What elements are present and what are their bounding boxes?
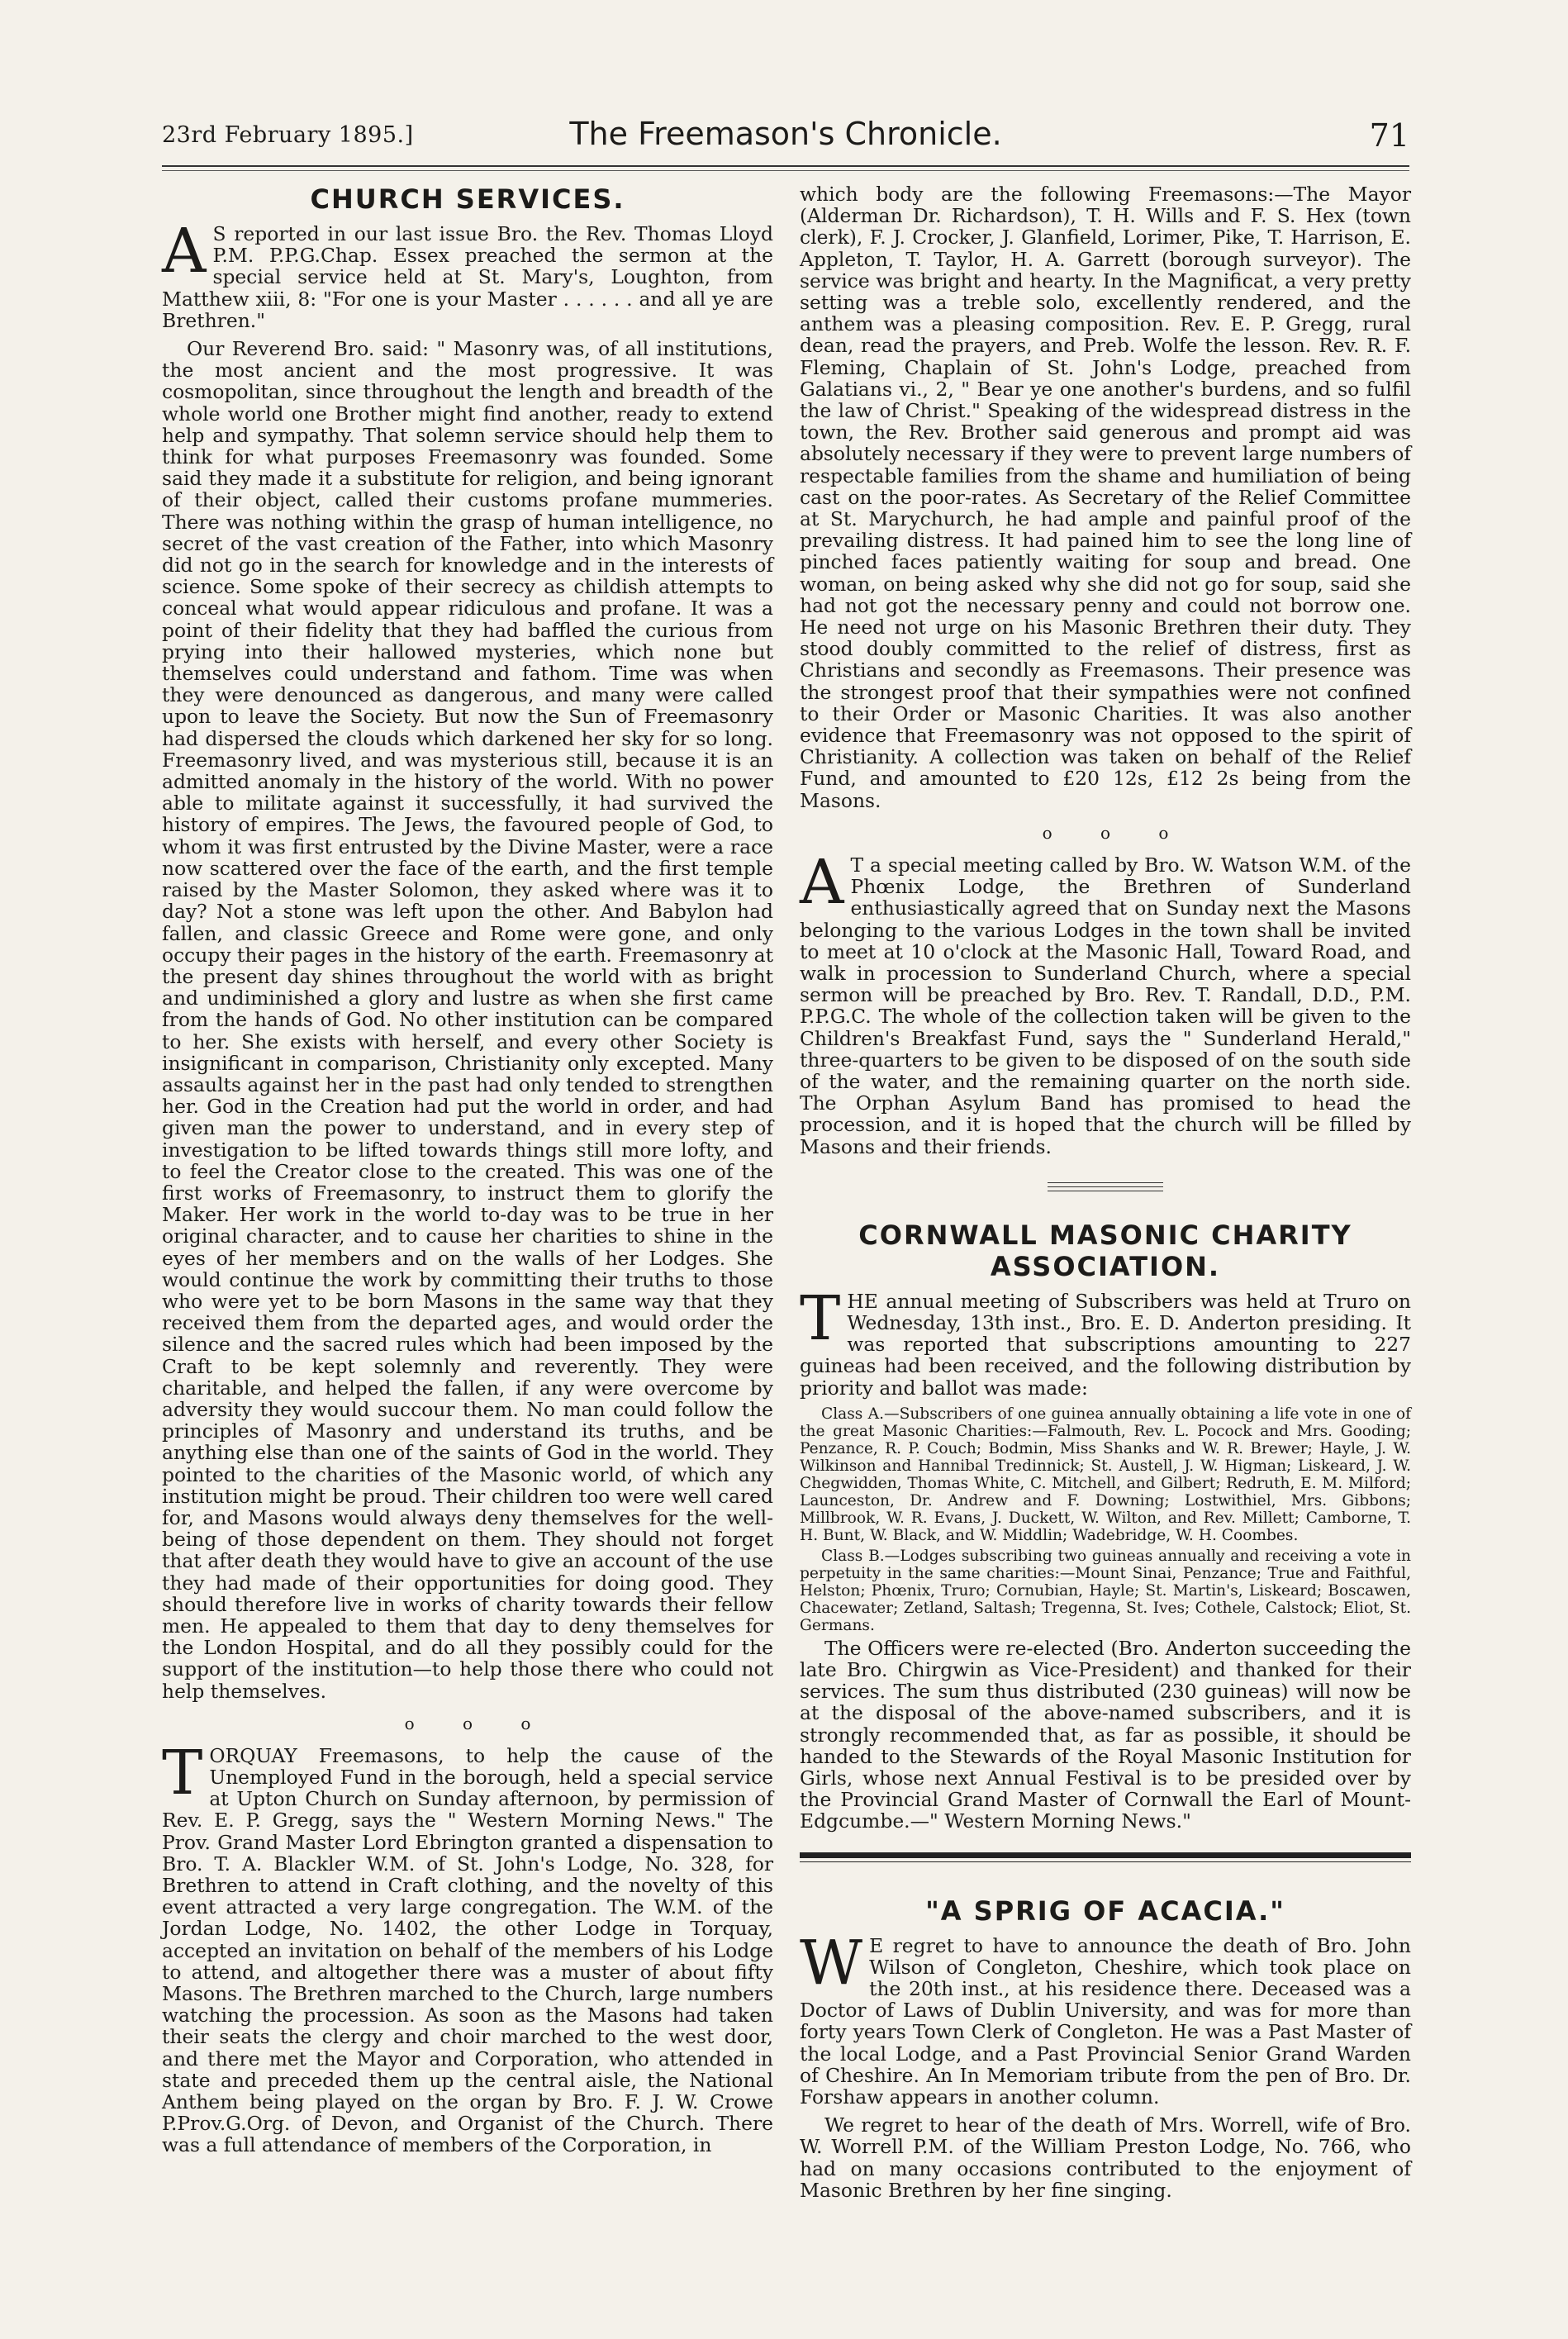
cornwall-para-2: The Officers were re-elected (Bro. Anderton succeeding the late Bro. Chirgwin as Vice-President) and thanked for their services. The sum thus distributed (230 guineas) will now be at the disposal of the above-named subscribers, and it is strongly recommended that, as far as possible, it should be handed to the Stewards of the Royal Masonic Institution for Girls, whose next Annual Festival is to be presided over by the Provincial Grand Master of Cornwall the Earl of Mount-Edgcumbe.—" Western Morning News." [800,1636,1411,1833]
acacia-para-1 [800,1927,1411,2108]
torquay-continued-para: which body are the following Freemasons:—The Mayor (Alderman Dr. Richardson), T. H. Wills and F. S. Hex (town clerk), F. J. Crocker, J. Glanfield, Lorimer, Pike, T. Harrison, E. Appleton, T. Taylor, H. A. Garrett (borough surveyor). The service was bright and hearty. In the Magnificat, a very pretty setting was a treble solo, excellently rendered, and the anthem was a pleasing composition. Rev. E. P. Gregg, rural dean, read the prayers, and Preb. Wolfe the lesson. Rev. R. F. Fleming, Chaplain of St. John's Lodge, preached from Galatians vi., 2, " Bear ye one another's burdens, and so fulfil the law of Christ." Speaking of the widespread distress in the town, the Rev. Brother said generous and prompt aid was absolutely necessary if they were to prevent large numbers of respectable families from the shame and humiliation of being cast on the poor-rates. As Secretary of the Relief Committee at St. Marychurch, he had ample and painful proof of the prevailing distress. It had pained him to see the long line of pinched faces patiently waiting for soup and bread. One woman, on being asked why she did not go for soup, said she had not got the necessary penny and could not borrow one. He need not urge on his Masonic Brethren their duty. They stood doubly committed to the relief of distress, first as Christians and secondly as Freemasons. Their presence was the strongest proof that their sympathies were not confined to their Order or Masonic Charities. It was also another evidence that Freemasonry was not opposed to the spirit of Christianity. A collection was taken on behalf of the Relief Fund, and amounted to £20 12s, £12 2s being from the Masons. [800,183,1411,812]
class-a-list: Class A.—Subscribers of one guinea annually obtaining a life vote in one of the great Masonic Charities:—Falmouth, Rev. L. Pocock and Mrs. Gooding; Penzance, R. P. Couch; Bodmin, Miss Shanks and W. R. Brewer; Hayle, J. W. Wilkinson and Hannibal Tredinnick; St. Austell, J. W. Higman; Liskeard, J. W. Chegwidden, Thomas White, C. Mitchell, and Gilbert; Redruth, E. M. Milford; Launceston, Dr. Andrew and F. Downing; Lostwithiel, Mrs. Gibbons; Millbrook, W. R. Evans, J. Duckett, W. Wilton, and Rev. Millett; Camborne, T. H. Bunt, W. Black, and W. Middlin; Wadebridge, W. H. Coombes. [800,1405,1411,1544]
header-rule [162,170,1409,171]
acacia-para-2: We regret to hear of the death of Mrs. Worrell, wife of Bro. W. Worrell P.M. of the William Preston Lodge, No. 766, who had on many occasions contributed to the enjoyment of Masonic Brethren by her fine singing. [800,2113,1411,2202]
torquay-para-text: ORQUAY Freemasons, to help the cause of the Unemployed Fund in the borough, held a special service at Upton Church on Sunday afternoon, by permission of Rev. E. P. Gregg, says the " Western Morning News." The Prov. Grand Master Lord Ebrington granted a dispensation to Bro. T. A. Blackler W.M. of St. John's Lodge, No. 328, for Brethren to attend in Craft clothing, and the novelty of this event attracted a very large congregation. The W.M. of the Jordan Lodge, No. 1402, the other Lodge in Torquay, accepted an invitation on behalf of the members of his Lodge to attend, and altogether there was a muster of about fifty Masons. The Brethren marched to the Church, large numbers watching the procession. As soon as the Masons had taken their seats the clergy and choir marched to the west door, and there met the Mayor and Corporation, who attended in state and preceded them up the central aisle, the National Anthem being played on the organ by Bro. F. J. W. Crowe P.Prov.G.Org. of Devon, and Organist of the Church. There was a full attendance of members of the Corporation, in [162,1743,773,2157]
section-divider [1048,1182,1163,1191]
acacia-heading: "A SPRIG OF ACACIA." [925,1894,1285,1927]
church-para-1-text: S reported in our last issue Bro. the Rev. Thomas Lloyd P.M. P.P.G.Chap. Essex preached the sermon at the special service held at St. Mary's, Loughton, from Matthew xiii, 8: "For one is your Master . . . . . . and all ye are Brethren." [162,222,773,332]
drop-cap: A [800,846,844,918]
church-para-1 [162,216,773,332]
sunderland-para [800,846,1411,1158]
section-separator: o o o [404,1713,553,1733]
page-number: 71 [1369,117,1409,154]
drop-cap: A [162,216,207,287]
class-b-list: Class B.—Lodges subscribing two guineas annually and receiving a vote in perpetuity in the same charities:—Mount Sinai, Penzance; True and Faithful, Helston; Phœnix, Truro; Cornubian, Hayle; St. Martin's, Liskeard; Boscawen, Chacewater; Zetland, Saltash; Tregenna, St. Ives; Cothele, Calstock; Eliot, St. Germans. [800,1547,1411,1634]
drop-cap: W [800,1927,863,1999]
sunderland-para-text: T a special meeting called by Bro. W. Watson W.M. of the Phœnix Lodge, the Brethren of Sunderland enthusiastically agreed that on Sunday next the Masons belonging to the various Lodges in the town shall be invited to meet at 10 o'clock at the Masonic Hall, Toward Road, and walk in procession to Sunderland Church, where a special sermon will be preached by Bro. Rev. T. Randall, D.D., P.M. P.P.G.C. The whole of the collection taken will be given to the Children's Breakfast Fund, says the " Sunderland Herald," three-quarters to be given to be disposed of on the south side of the water, and the remaining quarter on the north side. The Orphan Asylum Band has promised to head the procession, and it is hoped that the church will be filled by Masons and their friends. [800,853,1411,1158]
drop-cap: T [800,1282,841,1354]
torquay-para [162,1737,773,2157]
church-para-2: Our Reverend Bro. said: " Masonry was, of all institutions, the most ancient and the most progressive. It was cosmopolitan, since throughout the length and breadth of the whole world one Brother might find another, ready to extend help and sympathy. That solemn service should help them to think for what purposes Freemasonry was founded. Some said they made it a substitute for religion, and being ignorant of their object, called their customs profane mummeries. There was nothing within the grasp of human intelligence, no secret of the vast creation of the Father, into which Masonry did not go in the search for knowledge and in the interests of science. Some spoke of their secrecy as childish attempts to conceal what would appear ridiculous and profane. It was a point of their fidelity that they had baffled the curious from prying into their hallowed mysteries, which none but themselves could understand and fathom. Time was when they were denounced as dangerous, and many were called upon to leave the Society. But now the Sun of Freemasonry had dispersed the clouds which darkened her sky for so long. Freemasonry lived, and was mysterious still, because it is an admitted anomaly in the history of the world. With no power able to militate against it successfully, it had survived the history of empires. The Jews, the favoured people of God, to whom it was first entrusted by the Divine Master, were a race now scattered over the face of the earth, and the first temple raised by the Master Solomon, they asked where was it to day? Not a stone was left upon the other. And Babylon had fallen, and classic Greece and Rome were gone, and only occupy their pages in the history of the earth. Freemasonry at the present day shines throughout the world with as bright and undiminished a glory and lustre as when she first came from the hands of God. No other institution can be compared to her. She exists with herself, and every other Society is insignificant in comparison, Christianity only excepted. Many assaults against her in the past had only tended to strengthen her. God in the Creation had put the world in order, and had given man the power to understand, and in every step of investigation to be lifted towards things still more lofty, and to feel the Creator close to the created. This was one of the first works of Freemasonry, to instruct them to glorify the Maker. Her work in the world to-day was to be true in her original character, and to cause her charities to shine in the eyes of her members and on the walls of her Lodges. She would continue the work by committing their truths to those who were yet to be born Masons in the same way that they received them from the departed ages, and would order the silence and the sacred rules which had been imposed by the Craft to be kept solemnly and reverently. They were charitable, and helped the fallen, if any were overcome by adversity they would succour them. No man could follow the principles of Masonry and understand its truths, and be anything else than one of the saints of God in the world. They pointed to the charities of the Masonic world, of which any institution might be proud. Their children too were well cared for, and Masons would always deny themselves for the well-being of those dependent on them. They should not forget that after death they would have to give an account of the use they had made of their opportunities for doing good. They should therefore live in works of charity towards their fellow men. He appealed to them that day to deny themselves for the London Hospital, and do all they possibly could for the support of the institution—to help those there who could not help themselves. [162,337,773,1703]
cornwall-heading: CORNWALL MASONIC CHARITY ASSOCIATION. [858,1219,1352,1282]
right-column [800,183,1411,2208]
acacia-para-1-text: E regret to have to announce the death of Bro. John Wilson of Congleton, Cheshire, which took place on the 20th inst., at his residence there. Deceased was a Doctor of Laws of Dublin University, and was for more than forty years Town Clerk of Congleton. He was a Past Master of the local Lodge, and a Past Provincial Senior Grand Warden of Cheshire. An In Memoriam tribute from the pen of Bro. Dr. Forshaw appears in another column. [800,1933,1411,2108]
church-services-heading: CHURCH SERVICES. [310,183,625,215]
left-column [162,183,773,2163]
cornwall-para-1 [800,1282,1411,1400]
page-header [162,116,1409,167]
thick-divider [800,1852,1411,1858]
issue-date: 23rd February 1895.] [162,122,414,148]
drop-cap: T [162,1737,203,1809]
thin-divider [800,1861,1411,1862]
journal-title: The Freemason's Chronicle. [569,116,1002,152]
cornwall-para-1-text: HE annual meeting of Subscribers was held at Truro on Wednesday, 13th inst., Bro. E. D. Anderton presiding. It was reported that subscriptions amounting to 227 guineas had been received, and the following distribution by priority and ballot was made: [800,1289,1411,1400]
section-separator-2: o o o [1042,822,1190,843]
